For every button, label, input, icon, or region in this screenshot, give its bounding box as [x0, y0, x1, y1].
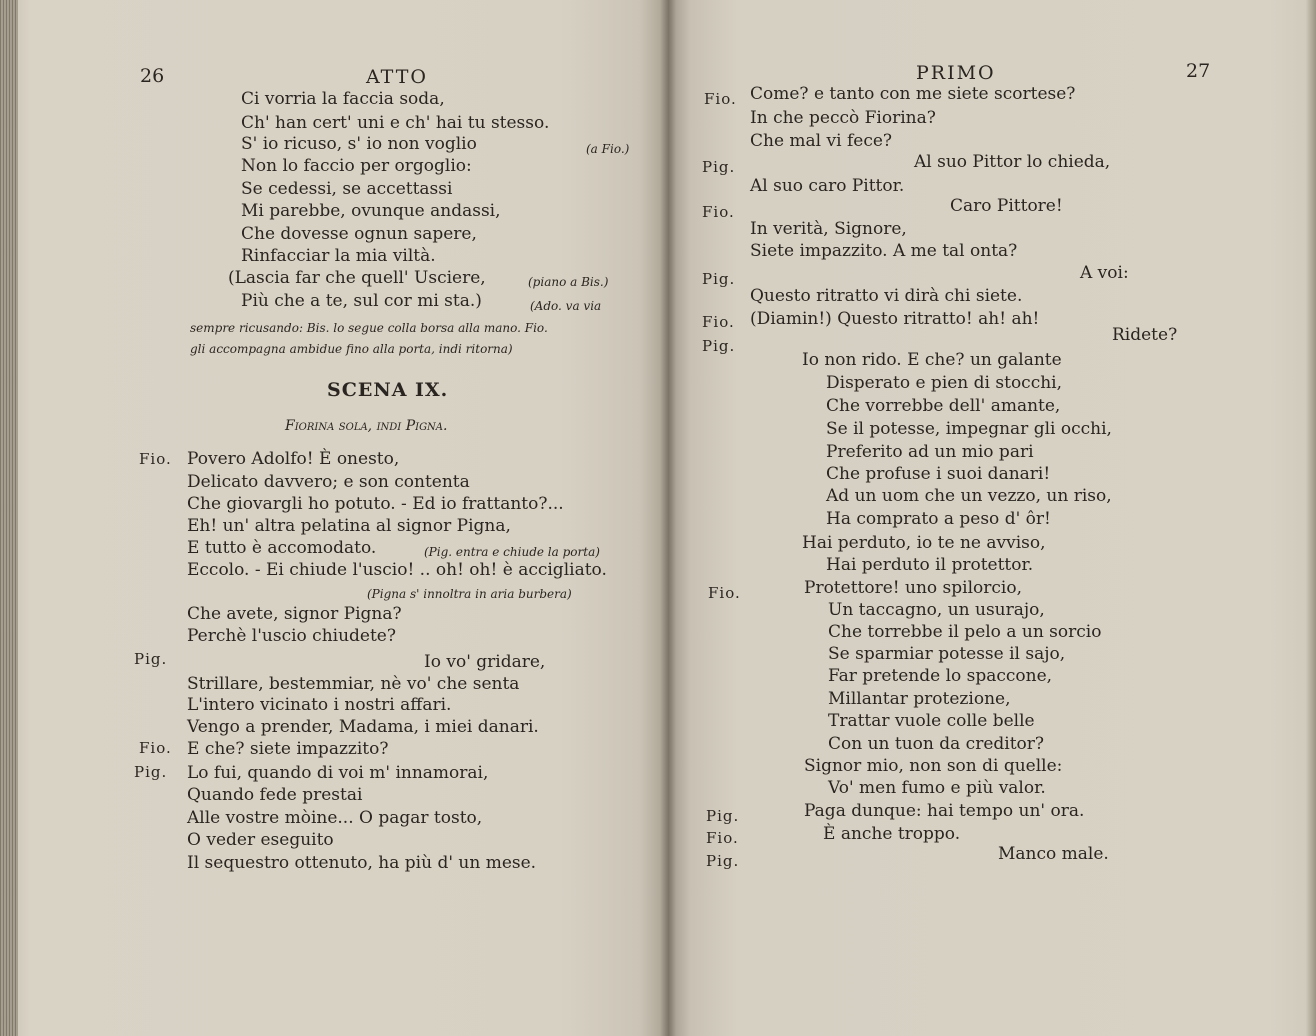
- speaker-label: Fio.: [139, 450, 172, 468]
- verse-line: Quando fede prestai: [187, 785, 363, 805]
- speaker-label: Pig.: [706, 807, 740, 825]
- aside-line: (Lascia far che quell' Usciere,: [228, 268, 486, 288]
- verse-line: Ridete?: [1112, 325, 1178, 345]
- verse-line: Disperato e pien di stocchi,: [826, 373, 1063, 393]
- left-running-head: ATTO: [366, 66, 428, 88]
- right-page-edge: [1306, 0, 1316, 1036]
- verse-line: Eccolo. - Ei chiude l'uscio! .. oh! oh! è accigliato.: [187, 560, 607, 580]
- verse-line: E tutto è accomodato.: [187, 538, 377, 558]
- verse-line: Protettore! uno spilorcio,: [804, 578, 1022, 598]
- verse-line: Al suo Pittor lo chieda,: [914, 152, 1111, 172]
- verse-line: Un taccagno, un usurajo,: [828, 600, 1045, 620]
- stage-direction: (Pigna s' innoltra in aria burbera): [367, 587, 572, 601]
- right-running-head: PRIMO: [916, 62, 996, 84]
- stage-direction: (piano a Bis.): [528, 275, 609, 289]
- stage-direction: sempre ricusando: Bis. lo segue colla borsa alla mano. Fio.: [190, 321, 548, 335]
- speaker-label: Pig.: [702, 158, 736, 176]
- speaker-label: Pig.: [706, 852, 740, 870]
- verse-line: L'intero vicinato i nostri affari.: [187, 695, 452, 715]
- stage-direction: (Pig. entra e chiude la porta): [424, 545, 600, 559]
- verse-line: Se sparmiar potesse il sajo,: [828, 644, 1066, 664]
- verse-line: Siete impazzito. A me tal onta?: [750, 241, 1018, 261]
- right-page: [668, 0, 1316, 1036]
- verse-line: Rinfacciar la mia viltà.: [241, 246, 436, 266]
- verse-line: Manco male.: [998, 844, 1109, 864]
- verse-line: O veder eseguito: [187, 830, 334, 850]
- scene-subtitle: Fiorina sola, indi Pigna.: [285, 418, 448, 434]
- verse-line: Che dovesse ognun sapere,: [241, 224, 477, 244]
- verse-line: (Diamin!) Questo ritratto! ah! ah!: [750, 309, 1040, 329]
- verse-line: Caro Pittore!: [950, 196, 1063, 216]
- verse-line: Che torrebbe il pelo a un sorcio: [828, 622, 1102, 642]
- verse-line: Questo ritratto vi dirà chi siete.: [750, 286, 1023, 306]
- verse-line: Vo' men fumo e più valor.: [828, 778, 1046, 798]
- verse-line: Al suo caro Pittor.: [750, 176, 905, 196]
- verse-line: Hai perduto, io te ne avviso,: [802, 533, 1046, 553]
- speaker-label: Fio.: [139, 739, 172, 757]
- verse-line: Hai perduto il protettor.: [826, 555, 1034, 575]
- verse-line: Io non rido. E che? un galante: [802, 350, 1062, 370]
- left-page-number: 26: [140, 65, 165, 87]
- verse-line: Signor mio, non son di quelle:: [804, 756, 1063, 776]
- left-page-edge: [0, 0, 18, 1036]
- speaker-label: Fio.: [706, 829, 739, 847]
- verse-line: Io vo' gridare,: [424, 652, 546, 672]
- aside-line: Più che a te, sul cor mi sta.): [241, 291, 482, 311]
- verse-line: In che peccò Fiorina?: [750, 108, 936, 128]
- speaker-label: Pig.: [134, 650, 168, 668]
- verse-line: Lo fui, quando di voi m' innamorai,: [187, 763, 489, 783]
- verse-line: Non lo faccio per orgoglio:: [241, 156, 472, 176]
- verse-line: Delicato davvero; e son contenta: [187, 472, 470, 492]
- speaker-label: Pig.: [702, 337, 736, 355]
- verse-line: Paga dunque: hai tempo un' ora.: [804, 801, 1085, 821]
- verse-line: Strillare, bestemmiar, nè vo' che senta: [187, 674, 520, 694]
- verse-line: Millantar protezione,: [828, 689, 1011, 709]
- verse-line: Che mal vi fece?: [750, 131, 893, 151]
- stage-direction: (a Fio.): [586, 142, 630, 156]
- verse-line: Se cedessi, se accettassi: [241, 179, 453, 199]
- verse-line: Che profuse i suoi danari!: [826, 464, 1051, 484]
- stage-direction: (Ado. va via: [530, 299, 602, 313]
- book-gutter: [660, 0, 676, 1036]
- verse-line: Ch' han cert' uni e ch' hai tu stesso.: [241, 113, 550, 133]
- speaker-label: Pig.: [702, 270, 736, 288]
- speaker-label: Fio.: [702, 313, 735, 331]
- verse-line: Con un tuon da creditor?: [828, 734, 1045, 754]
- verse-line: Ci vorria la faccia soda,: [241, 89, 445, 109]
- scene-title: SCENA IX.: [327, 379, 449, 401]
- right-page-number: 27: [1186, 60, 1211, 82]
- verse-line: Che vorrebbe dell' amante,: [826, 396, 1061, 416]
- speaker-label: Fio.: [702, 203, 735, 221]
- verse-line: Ha comprato a peso d' ôr!: [826, 509, 1051, 529]
- speaker-label: Pig.: [134, 763, 168, 781]
- verse-line: Vengo a prender, Madama, i miei danari.: [187, 717, 539, 737]
- verse-line: Perchè l'uscio chiudete?: [187, 626, 396, 646]
- verse-line: Eh! un' altra pelatina al signor Pigna,: [187, 516, 511, 536]
- verse-line: È anche troppo.: [823, 824, 961, 844]
- verse-line: Alle vostre mòine... O pagar tosto,: [187, 808, 483, 828]
- speaker-label: Fio.: [704, 90, 737, 108]
- verse-line: Trattar vuole colle belle: [828, 711, 1035, 731]
- verse-line: Che giovargli ho potuto. - Ed io frattanto?...: [187, 494, 564, 514]
- verse-line: Il sequestro ottenuto, ha più d' un mese.: [187, 853, 537, 873]
- verse-line: Mi parebbe, ovunque andassi,: [241, 201, 501, 221]
- verse-line: A voi:: [1080, 263, 1129, 283]
- verse-line: In verità, Signore,: [750, 219, 907, 239]
- verse-line: E che? siete impazzito?: [187, 739, 389, 759]
- verse-line: Che avete, signor Pigna?: [187, 604, 402, 624]
- verse-line: Far pretende lo spaccone,: [828, 666, 1053, 686]
- verse-line: S' io ricuso, s' io non voglio: [241, 134, 477, 154]
- verse-line: Se il potesse, impegnar gli occhi,: [826, 419, 1112, 439]
- verse-line: Preferito ad un mio pari: [826, 442, 1034, 462]
- stage-direction: gli accompagna ambidue fino alla porta, indi ritorna): [190, 342, 513, 356]
- verse-line: Ad un uom che un vezzo, un riso,: [826, 486, 1112, 506]
- verse-line: Come? e tanto con me siete scortese?: [750, 84, 1076, 104]
- speaker-label: Fio.: [708, 584, 741, 602]
- verse-line: Povero Adolfo! È onesto,: [187, 449, 400, 469]
